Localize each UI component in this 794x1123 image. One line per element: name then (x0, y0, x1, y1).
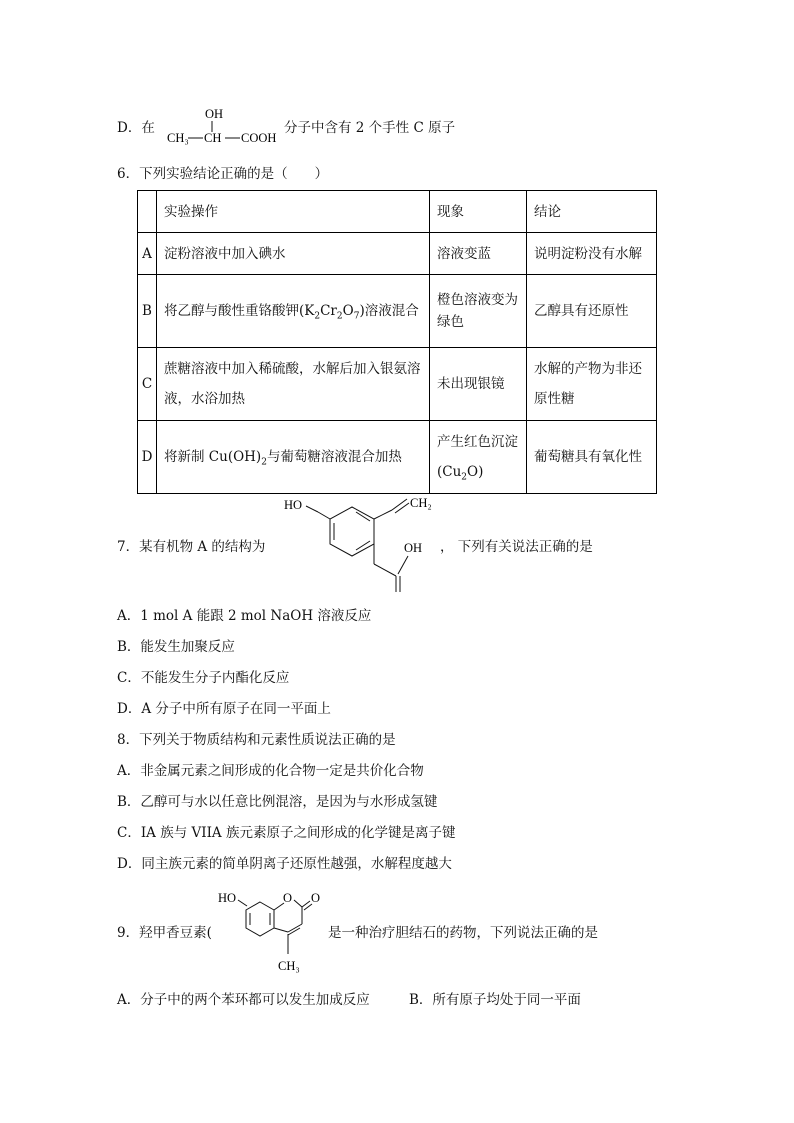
q9-stem-prefix: 9．羟甲香豆素( (117, 925, 212, 941)
experiment-table (137, 190, 657, 494)
q7-option-d: D．A 分子中所有原子在同一平面上 (117, 701, 331, 717)
struct-ch3-label: CH₃ (167, 131, 189, 145)
q5-option-d-suffix: 分子中含有 2 个手性 C 原子 (284, 120, 456, 136)
q6-stem: 6．下列实验结论正确的是（ ） (117, 166, 329, 182)
row-label: A (138, 233, 157, 275)
compound-a-structure (262, 496, 442, 600)
struct-oh-label: OH (404, 541, 423, 555)
row-operation: 将乙醇与酸性重铬酸钾$(K_2Cr_2O_7)$溶液混合 (157, 275, 430, 348)
q8-option-d: D．同主族元素的简单阴离子还原性越强，水解程度越大 (117, 856, 452, 872)
row-operation: 将新制 $Cu(OH)_2$与葡萄糖溶液混合加热 (157, 421, 430, 494)
table-row (138, 421, 657, 494)
q7-option-a: A．1 mol A 能跟 2 mol NaOH 溶液反应 (117, 608, 372, 624)
struct-cooh-label: COOH (241, 131, 277, 145)
row-phenomenon: 橙色溶液变为绿色 (430, 275, 527, 348)
row-phenomenon: 产生红色沉淀$(Cu_2O)$ (430, 421, 527, 494)
table-header-row (138, 191, 657, 233)
q8-stem: 8．下列关于物质结构和元素性质说法正确的是 (117, 732, 396, 748)
row-conclusion: 水解的产物为非还原性糖 (527, 348, 657, 421)
struct-ho-label: HO (284, 498, 303, 512)
struct-ring-o-label: O (283, 891, 293, 905)
row-conclusion: 葡萄糖具有氧化性 (527, 421, 657, 494)
q7-stem-prefix: 7．某有机物 A 的结构为 (117, 539, 266, 555)
header-conclusion: 结论 (527, 191, 657, 233)
row-conclusion: 乙醇具有还原性 (527, 275, 657, 348)
struct-ch2-label: CH₂ (410, 496, 432, 510)
row-label: C (138, 348, 157, 421)
row-label: B (138, 275, 157, 348)
lactic-acid-structure (165, 104, 283, 148)
struct-ch-label: CH (204, 131, 222, 145)
q7-option-c: C．不能发生分子内酯化反应 (117, 670, 290, 686)
row-conclusion: 说明淀粉没有水解 (527, 233, 657, 275)
q7-stem-suffix: ， 下列有关说法正确的是 (440, 539, 593, 555)
struct-oh-label: OH (205, 107, 224, 121)
row-operation: 蔗糖溶液中加入稀硫酸，水解后加入银氨溶液，水浴加热 (157, 348, 430, 421)
row-phenomenon: 溶液变蓝 (430, 233, 527, 275)
hymecromone-structure (214, 884, 326, 978)
struct-carbonyl-o-label: O (311, 891, 321, 905)
table-row (138, 233, 657, 275)
q5-option-d-prefix: D．在 (117, 120, 155, 136)
q7-option-b: B．能发生加聚反应 (117, 639, 235, 655)
q9-stem-suffix: 是一种治疗胆结石的药物，下列说法正确的是 (328, 925, 598, 941)
table-row (138, 275, 657, 348)
struct-ch3-label: CH₃ (278, 959, 300, 973)
header-phenomenon: 现象 (430, 191, 527, 233)
q8-option-b: B．乙醇可与水以任意比例混溶，是因为与水形成氢键 (117, 794, 438, 810)
q9-option-a: A．分子中的两个苯环都可以发生加成反应 (117, 992, 370, 1008)
struct-ho-label: HO (218, 891, 237, 905)
row-label: D (138, 421, 157, 494)
row-operation: 淀粉溶液中加入碘水 (157, 233, 430, 275)
header-operation: 实验操作 (157, 191, 430, 233)
q8-option-c: C．IA 族与 VIIA 族元素原子之间形成的化学键是离子键 (117, 825, 456, 841)
q8-option-a: A．非金属元素之间形成的化合物一定是共价化合物 (117, 763, 424, 779)
q9-option-b: B．所有原子均处于同一平面 (409, 992, 581, 1008)
table-row (138, 348, 657, 421)
row-phenomenon: 未出现银镜 (430, 348, 527, 421)
